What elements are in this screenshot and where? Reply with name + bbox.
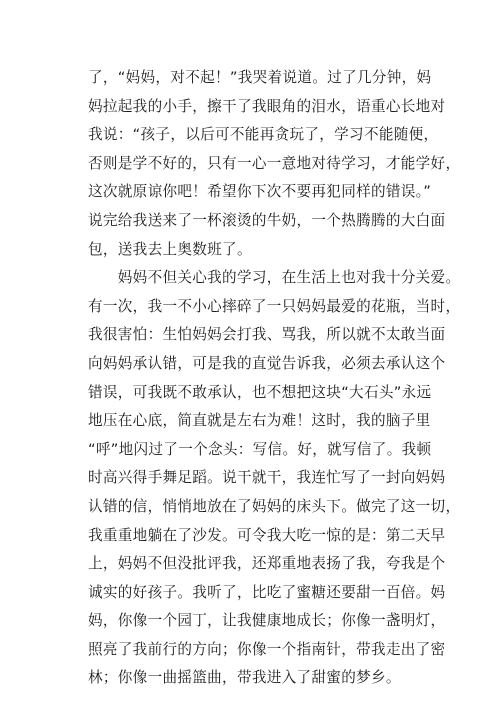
text-line: 林；你像一曲摇篮曲，带我进入了甜蜜的梦乡。: [88, 669, 401, 687]
text-line: 妈，你像一个园丁，让我健康地成长；你像一盏明灯，: [88, 612, 446, 630]
text-line: 诚实的好孩子。我听了，比吃了蜜糖还要甜一百倍。妈: [88, 583, 446, 601]
text-line: 错误，可我既不敢承认，也不想把这块“大石头”永远: [88, 383, 432, 401]
body-text: [88, 64, 461, 693]
text-line: 了，“妈妈，对不起！”我哭着说道。过了几分钟，妈: [88, 69, 432, 86]
text-line: 妈拉起我的小手，擦干了我眼角的泪水，语重心长地对: [88, 97, 446, 115]
text-line: 时高兴得手舞足蹈。说干就干，我连忙写了一封向妈妈: [88, 469, 446, 487]
text-line: 上，妈妈不但没批评我，还郑重地表扬了我，夸我是个: [88, 555, 446, 573]
text-line: 说完给我送来了一杯滚烫的牛奶，一个热腾腾的大白面: [88, 211, 446, 229]
text-line: 妈妈不但关心我的学习，在生活上也对我十分关爱。: [88, 269, 461, 287]
text-line: 包，送我去上奥数班了。: [88, 240, 252, 258]
text-line: 我说：“孩子，以后可不能再贪玩了，学习不能随便，: [88, 126, 439, 144]
text-line: 这次就原谅你吧！希望你下次不要再犯同样的错误。”: [88, 183, 432, 201]
text-line: 我重重地躺在了沙发。可令我大吃一惊的是：第二天早: [88, 526, 446, 544]
text-line: 否则是学不好的，只有一心一意地对待学习，才能学好，: [88, 154, 461, 172]
text-line: 有一次，我一不小心摔碎了一只妈妈最爱的花瓶，当时，: [88, 297, 461, 315]
text-line: 我很害怕：生怕妈妈会打我、骂我，所以就不太敢当面: [88, 326, 446, 344]
text-line: 照亮了我前行的方向；你像一个指南针，带我走出了密: [88, 640, 446, 658]
text-line: 认错的信，悄悄地放在了妈妈的床头下。做完了这一切，: [88, 497, 461, 515]
text-line: 向妈妈承认错，可是我的直觉告诉我，必须去承认这个: [88, 354, 446, 372]
text-line: “呼”地闪过了一个念头：写信。好，就写信了。我顿: [88, 440, 432, 458]
text-line: 地压在心底，简直就是左右为难！这时，我的脑子里: [88, 412, 431, 430]
